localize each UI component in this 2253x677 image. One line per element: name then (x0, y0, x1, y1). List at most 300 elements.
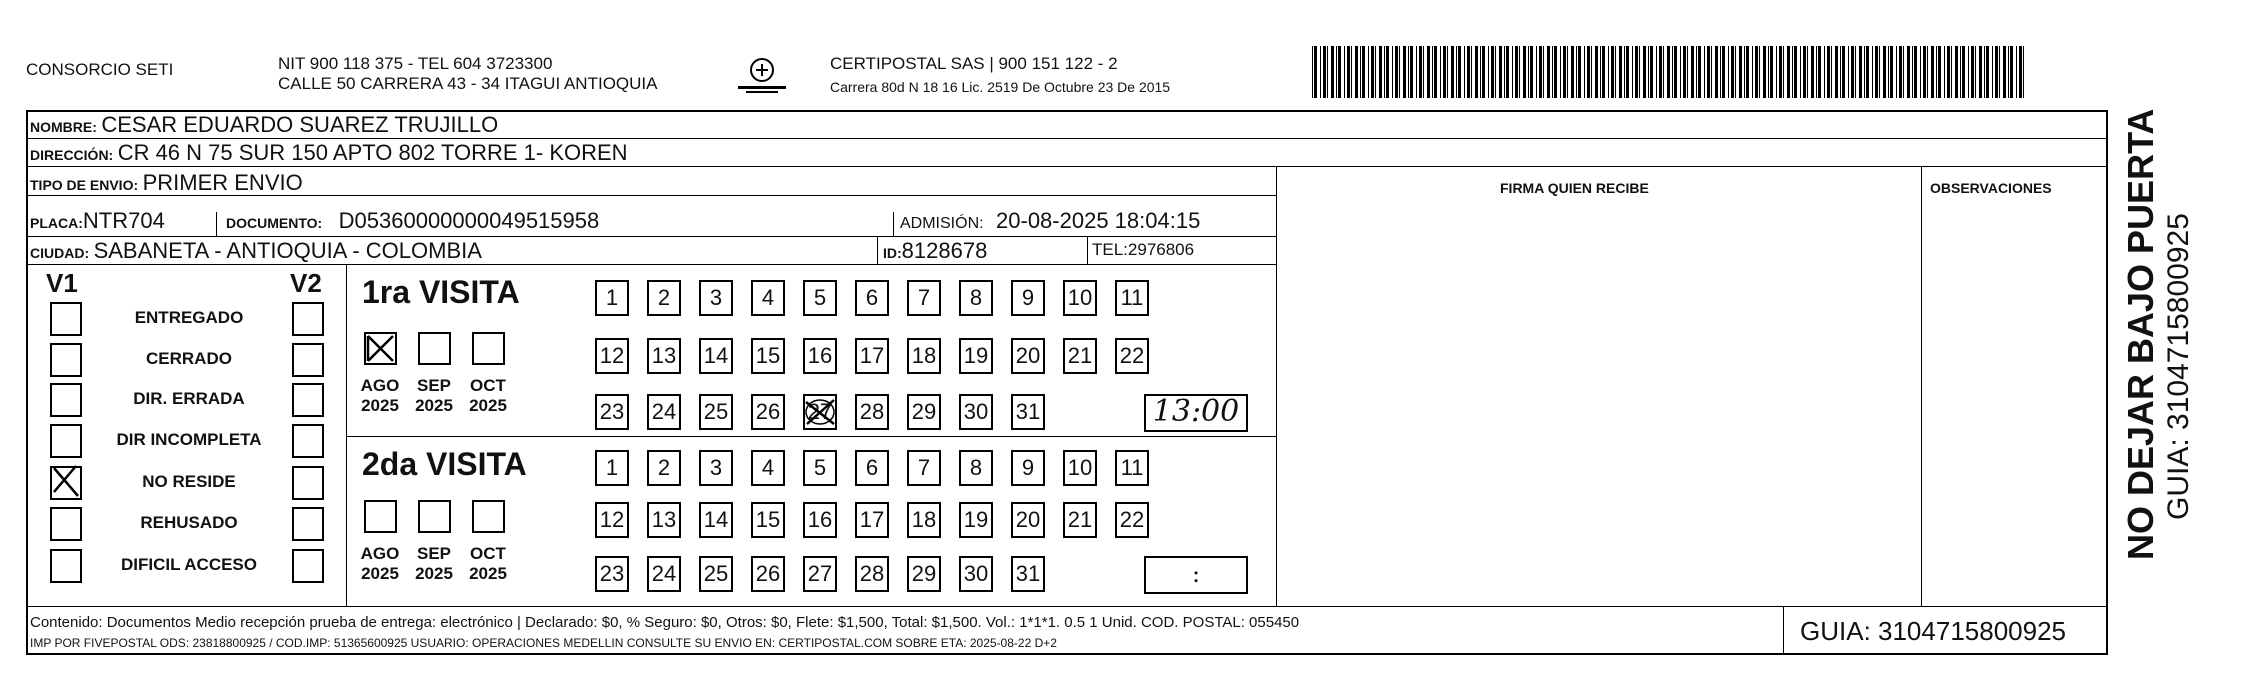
barcode-bar (1890, 46, 1893, 98)
v1-checkbox[interactable] (50, 507, 82, 541)
month-option (408, 376, 460, 416)
barcode-bar (1951, 46, 1952, 98)
day-box[interactable]: 17 (855, 502, 889, 538)
month-option (354, 376, 406, 416)
year-label: 2025 (469, 396, 507, 415)
barcode-bar (1392, 46, 1393, 98)
barcode-bar (1792, 46, 1793, 98)
firma-label: FIRMA QUIEN RECIBE (1500, 180, 1649, 196)
day-box[interactable]: 3 (699, 450, 733, 486)
barcode-bar (1851, 46, 1854, 98)
day-box[interactable]: 19 (959, 338, 993, 374)
day-box[interactable]: 5 (803, 450, 837, 486)
barcode-bar (1698, 46, 1701, 98)
barcode-bar (1515, 46, 1518, 98)
barcode-bar (1578, 46, 1581, 98)
nombre-label: NOMBRE: (30, 119, 97, 135)
barcode-bar (1807, 46, 1808, 98)
barcode-bar (1975, 46, 1976, 98)
id-value: 8128678 (901, 238, 988, 263)
barcode-bar (1650, 46, 1653, 98)
barcode-bar (1648, 46, 1649, 98)
month-checkbox[interactable] (364, 332, 397, 365)
admision-label: ADMISIÓN: (900, 215, 984, 232)
day-box[interactable]: 18 (907, 502, 941, 538)
day-box[interactable]: 17 (855, 338, 889, 374)
day-box[interactable]: 23 (595, 394, 629, 430)
barcode-bar (1643, 46, 1646, 98)
barcode-bar (1624, 46, 1625, 98)
day-box[interactable]: 4 (751, 450, 785, 486)
month-option (462, 544, 514, 584)
status-option-label: NO RESIDE (142, 472, 236, 491)
barcode-bar (1875, 46, 1878, 98)
day-box[interactable]: 5 (803, 280, 837, 316)
day-box[interactable]: 13 (647, 338, 681, 374)
barcode-bar (1979, 46, 1982, 98)
barcode-bar (1611, 46, 1614, 98)
barcode-bar (1711, 46, 1712, 98)
day-box[interactable]: 22 (1115, 502, 1149, 538)
barcode-bar (1840, 46, 1841, 98)
barcode-bar (1907, 46, 1910, 98)
second-visit-time[interactable]: : (1144, 556, 1248, 594)
barcode-bar (1543, 46, 1544, 98)
month-checkbox[interactable] (418, 500, 451, 533)
barcode-bar (1938, 46, 1941, 98)
month-label: AGO (360, 544, 400, 563)
barcode-bar (2016, 46, 2017, 98)
barcode-bar (1704, 46, 1705, 98)
barcode-bar (1955, 46, 1958, 98)
v2-checkbox[interactable] (292, 302, 324, 336)
barcode-bar (1336, 46, 1337, 98)
barcode-bar (1927, 46, 1928, 98)
barcode-bar (1519, 46, 1520, 98)
license-line: Carrera 80d N 18 16 Lic. 2519 De Octubre 23 De 2015 (830, 79, 1171, 95)
barcode-bar (1984, 46, 1985, 98)
barcode-bar (1395, 46, 1398, 98)
day-box[interactable]: 2 (647, 450, 681, 486)
first-visit-title: 1ra VISITA (362, 274, 520, 310)
barcode-bar (1506, 46, 1509, 98)
barcode-bar (1659, 46, 1662, 98)
barcode-bar (1360, 46, 1361, 98)
year-label: 2025 (361, 396, 399, 415)
v1-checkbox[interactable] (50, 549, 82, 583)
barcode-bar (1824, 46, 1825, 98)
barcode-bar (1931, 46, 1934, 98)
barcode-bar (1896, 46, 1897, 98)
barcode-bar (1787, 46, 1790, 98)
check-mark-icon (364, 332, 397, 365)
barcode-bar (1872, 46, 1873, 98)
barcode-bar (1482, 46, 1485, 98)
nombre-row (30, 112, 498, 138)
day-box[interactable]: 14 (699, 502, 733, 538)
shipping-form (26, 110, 2108, 655)
barcode-bar (1680, 46, 1681, 98)
day-box[interactable]: 15 (751, 338, 785, 374)
placa-label: PLACA: (30, 215, 83, 231)
ciudad-value: SABANETA - ANTIOQUIA - COLOMBIA (93, 238, 482, 263)
barcode-bar (1986, 46, 1989, 98)
barcode-bar (1667, 46, 1670, 98)
barcode-bar (1818, 46, 1821, 98)
nit-line: NIT 900 118 375 - TEL 604 3723300 (278, 54, 553, 73)
barcode-bar (1355, 46, 1358, 98)
side-guia: GUIA: 3104715800925 (2162, 213, 2195, 520)
day-box[interactable]: 22 (1115, 338, 1149, 374)
day-number: 27 (807, 399, 833, 424)
month-checkbox[interactable] (472, 500, 505, 533)
barcode-bar (1656, 46, 1657, 98)
v2-checkbox[interactable] (292, 343, 324, 377)
barcode-bar (1722, 46, 1725, 98)
documento-label: DOCUMENTO: (226, 215, 323, 231)
cross-mark-icon (803, 394, 837, 430)
barcode-bar (1879, 46, 1880, 98)
day-box[interactable]: 19 (959, 502, 993, 538)
barcode-bar (1794, 46, 1797, 98)
day-box[interactable]: 2 (647, 280, 681, 316)
barcode-bar (1552, 46, 1553, 98)
barcode-bar (1663, 46, 1664, 98)
barcode-bar (1347, 46, 1350, 98)
barcode-bar (1728, 46, 1729, 98)
day-box[interactable]: 13 (647, 502, 681, 538)
day-box[interactable]: 30 (959, 394, 993, 430)
day-box[interactable]: 16 (803, 338, 837, 374)
month-label: SEP (416, 376, 452, 395)
barcode-bar (1528, 46, 1529, 98)
barcode-bar (1368, 46, 1369, 98)
barcode-bar (1811, 46, 1814, 98)
barcode-bar (1464, 46, 1465, 98)
barcode-bar (1523, 46, 1526, 98)
day-box[interactable]: 8 (959, 280, 993, 316)
barcode-bar (1848, 46, 1849, 98)
barcode-bar (1755, 46, 1758, 98)
barcode-bar (1696, 46, 1697, 98)
day-box[interactable]: 30 (959, 556, 993, 592)
v2-checkbox[interactable] (292, 383, 324, 417)
barcode-bar (1923, 46, 1926, 98)
no-dejar-warning: NO DEJAR BAJO PUERTA (2120, 108, 2161, 560)
barcode-bar (1375, 46, 1376, 98)
barcode-bar (1944, 46, 1945, 98)
barcode-bar (1427, 46, 1430, 98)
day-box[interactable]: 29 (907, 394, 941, 430)
barcode-bar (1314, 46, 1317, 98)
month-checkbox[interactable] (472, 332, 505, 365)
day-box[interactable]: 6 (855, 280, 889, 316)
barcode-bar (1619, 46, 1622, 98)
month-option (462, 376, 514, 416)
day-box[interactable]: 11 (1115, 450, 1149, 486)
tipo-value: PRIMER ENVIO (142, 170, 303, 195)
barcode-bar (1600, 46, 1601, 98)
status-option-label: REHUSADO (140, 513, 238, 532)
company-name: CONSORCIO SETI (26, 60, 174, 79)
day-box[interactable]: 14 (699, 338, 733, 374)
barcode-bar (1416, 46, 1417, 98)
barcode-bar (1827, 46, 1830, 98)
first-visit-time[interactable]: 13:00 (1144, 394, 1248, 432)
barcode-bar (1499, 46, 1502, 98)
v1-label: V1 (46, 268, 78, 298)
barcode-bar (1423, 46, 1424, 98)
day-box[interactable]: 8 (959, 450, 993, 486)
day-box[interactable]: 9 (1011, 450, 1045, 486)
status-option-label: DIR. ERRADA (133, 389, 245, 408)
day-box[interactable]: 10 (1063, 450, 1097, 486)
barcode-bar (1831, 46, 1832, 98)
barcode-bar (1440, 46, 1441, 98)
observaciones-label: OBSERVACIONES (1930, 180, 2052, 196)
day-box[interactable]: 31 (1011, 556, 1045, 592)
barcode-bar (1960, 46, 1961, 98)
barcode-bar (1864, 46, 1865, 98)
barcode-bar (1691, 46, 1694, 98)
barcode-bar (1458, 46, 1461, 98)
barcode-bar (1992, 46, 1993, 98)
barcode-bar (1554, 46, 1557, 98)
barcode-bar (1835, 46, 1838, 98)
barcode-bar (1770, 46, 1773, 98)
barcode-bar (1323, 46, 1326, 98)
barcode-bar (1855, 46, 1856, 98)
barcode-bar (1720, 46, 1721, 98)
barcode-bar (1399, 46, 1400, 98)
barcode-bar (1731, 46, 1734, 98)
direccion-label: DIRECCIÓN: (30, 147, 114, 163)
day-box[interactable]: 21 (1063, 502, 1097, 538)
barcode-bar (1687, 46, 1688, 98)
day-box[interactable]: 31 (1011, 394, 1045, 430)
barcode-bar (1816, 46, 1817, 98)
day-box[interactable]: 24 (647, 556, 681, 592)
barcode-bar (1587, 46, 1590, 98)
day-box[interactable]: 28 (855, 556, 889, 592)
day-box[interactable]: 11 (1115, 280, 1149, 316)
barcode-bar (1615, 46, 1616, 98)
tel-cell (1092, 240, 1194, 260)
documento-cell (226, 208, 599, 234)
barcode-bar (1408, 46, 1409, 98)
placa-value: NTR704 (82, 208, 165, 233)
barcode-bar (1602, 46, 1605, 98)
barcode-bar (1883, 46, 1886, 98)
day-box[interactable]: 7 (907, 280, 941, 316)
day-box[interactable]: 23 (595, 556, 629, 592)
barcode-bar (1386, 46, 1389, 98)
barcode-bar (1451, 46, 1454, 98)
direccion-value: CR 46 N 75 SUR 150 APTO 802 TORRE 1- KOREN (117, 140, 628, 165)
year-label: 2025 (469, 564, 507, 583)
status-option-label: CERRADO (146, 349, 232, 368)
barcode-bar (1419, 46, 1422, 98)
barcode-bar (1539, 46, 1542, 98)
v1-checkbox[interactable] (50, 343, 82, 377)
month-checkbox[interactable] (364, 500, 397, 533)
barcode-bar (1331, 46, 1334, 98)
barcode-bar (1783, 46, 1784, 98)
barcode-bar (1779, 46, 1782, 98)
day-box[interactable]: 10 (1063, 280, 1097, 316)
barcode-bar (1488, 46, 1489, 98)
id-cell (883, 238, 987, 264)
month-option (408, 544, 460, 584)
day-box[interactable]: 20 (1011, 338, 1045, 374)
year-label: 2025 (361, 564, 399, 583)
barcode-bar (1338, 46, 1341, 98)
status-option-label: DIFICIL ACCESO (120, 555, 257, 574)
day-box[interactable]: 28 (855, 394, 889, 430)
barcode-bar (2019, 46, 2022, 98)
barcode-bar (1752, 46, 1753, 98)
day-box[interactable]: 25 (699, 394, 733, 430)
barcode-bar (1591, 46, 1592, 98)
day-box[interactable]: 6 (855, 450, 889, 486)
v1-checkbox[interactable] (50, 383, 82, 417)
barcode-bar (1746, 46, 1749, 98)
day-box[interactable]: 4 (751, 280, 785, 316)
barcode-bar (1842, 46, 1845, 98)
barcode-bar (1563, 46, 1566, 98)
barcode-bar (1626, 46, 1629, 98)
placa-cell (30, 208, 165, 234)
barcode-bar (1800, 46, 1801, 98)
status-option-label: DIR INCOMPLETA (116, 430, 262, 449)
barcode-bar (1912, 46, 1913, 98)
barcode-bar (1744, 46, 1745, 98)
barcode-bar (1567, 46, 1568, 98)
barcode-bar (1362, 46, 1365, 98)
contenido-line: Contenido: Documentos Medio recepción prueba de entrega: electrónico | Declarado: $0, % Seguro: $0, Otros: $0, Flete: $1,500, Total: $1,500. Vol.: 1*1*1. 0.5 1 Unid. COD. POSTAL: 055450 (30, 614, 1300, 631)
tipo-label: TIPO DE ENVIO: (30, 177, 139, 193)
barcode-bar (1936, 46, 1937, 98)
barcode-bar (1530, 46, 1533, 98)
day-box[interactable]: 29 (907, 556, 941, 592)
day-box[interactable]: 24 (647, 394, 681, 430)
barcode-bar (1560, 46, 1561, 98)
day-box[interactable]: 27 (803, 556, 837, 592)
barcode-bar (1475, 46, 1478, 98)
admision-cell (900, 208, 1200, 234)
barcode-bar (1584, 46, 1585, 98)
barcode-bar (1608, 46, 1609, 98)
barcode-bar (1595, 46, 1598, 98)
barcode-bar (1763, 46, 1766, 98)
day-box[interactable]: 15 (751, 502, 785, 538)
day-box[interactable]: 21 (1063, 338, 1097, 374)
barcode-bar (1672, 46, 1673, 98)
day-box[interactable]: 18 (907, 338, 941, 374)
day-box[interactable]: 16 (803, 502, 837, 538)
day-box[interactable]: 20 (1011, 502, 1045, 538)
barcode-bar (1512, 46, 1513, 98)
v2-checkbox[interactable] (292, 466, 324, 500)
day-box[interactable]: 12 (595, 338, 629, 374)
barcode-bar (2003, 46, 2006, 98)
barcode-bar (1735, 46, 1736, 98)
barcode-bar (1576, 46, 1577, 98)
barcode-bar (1888, 46, 1889, 98)
day-box[interactable]: 9 (1011, 280, 1045, 316)
day-box[interactable]: 12 (595, 502, 629, 538)
barcode-bar (1480, 46, 1481, 98)
day-box[interactable]: 25 (699, 556, 733, 592)
barcode-bar (1962, 46, 1965, 98)
barcode-bar (1312, 46, 1313, 98)
barcode-bar (1443, 46, 1446, 98)
admision-value: 20-08-2025 18:04:15 (996, 208, 1201, 233)
day-box[interactable]: 7 (907, 450, 941, 486)
month-checkbox[interactable] (418, 332, 451, 365)
v2-checkbox[interactable] (292, 549, 324, 583)
barcode-bar (2008, 46, 2009, 98)
barcode-bar (1320, 46, 1321, 98)
barcode-bar (1351, 46, 1352, 98)
day-box[interactable]: 26 (751, 394, 785, 430)
day-box[interactable]: 3 (699, 280, 733, 316)
barcode-bar (1639, 46, 1640, 98)
barcode-bar (1866, 46, 1869, 98)
tel-value: 2976806 (1127, 240, 1195, 259)
barcode-bar (2010, 46, 2013, 98)
barcode-bar (1547, 46, 1550, 98)
barcode-bar (1635, 46, 1638, 98)
v2-checkbox[interactable] (292, 424, 324, 458)
barcode-bar (1371, 46, 1374, 98)
v1-checkbox[interactable] (50, 466, 82, 500)
barcode-bar (1715, 46, 1718, 98)
barcode-bar (1379, 46, 1382, 98)
status-option-label: ENTREGADO (134, 308, 244, 327)
barcode-bar (1947, 46, 1950, 98)
barcode-bar (1571, 46, 1574, 98)
ciudad-label: CIUDAD: (30, 245, 90, 261)
barcode-bar (1683, 46, 1686, 98)
second-visit-title: 2da VISITA (362, 446, 527, 482)
barcode-bar (1632, 46, 1633, 98)
barcode-bar (1759, 46, 1760, 98)
v1-checkbox[interactable] (50, 424, 82, 458)
v2-checkbox[interactable] (292, 507, 324, 541)
barcode-bar (1999, 46, 2000, 98)
barcode-bar (1410, 46, 1413, 98)
month-label: OCT (470, 544, 506, 563)
barcode-bar (1471, 46, 1472, 98)
barcode-bar (1674, 46, 1677, 98)
barcode-bar (1968, 46, 1969, 98)
barcode-bar (1447, 46, 1448, 98)
ciudad-cell (30, 238, 482, 264)
day-box[interactable]: 1 (595, 280, 629, 316)
month-label: AGO (360, 376, 400, 395)
id-label: ID: (883, 245, 902, 261)
day-box[interactable] (803, 394, 837, 430)
barcode-bar (1803, 46, 1806, 98)
barcode-bar (1384, 46, 1385, 98)
day-box[interactable]: 26 (751, 556, 785, 592)
barcode-bar (1707, 46, 1710, 98)
month-label: SEP (416, 544, 452, 563)
barcode-bar (1776, 46, 1777, 98)
v1-checkbox[interactable] (50, 302, 82, 336)
day-box[interactable]: 1 (595, 450, 629, 486)
